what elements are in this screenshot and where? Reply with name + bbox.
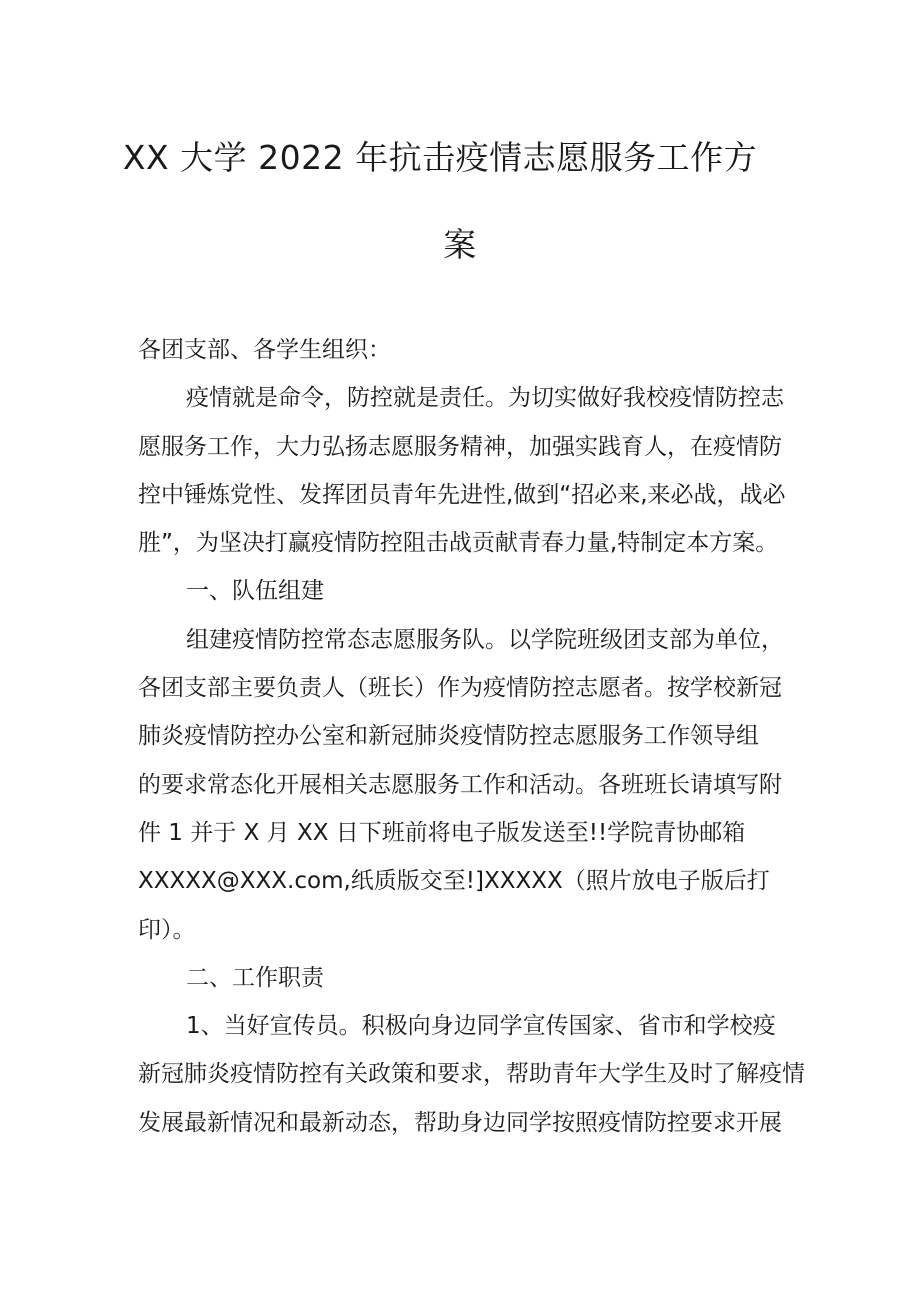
- salutation: 各团支部、各学生组织：: [138, 337, 391, 363]
- section-heading-duties: 二、工作职责: [186, 964, 324, 991]
- paragraph-duties-line: 新冠肺炎疫情防控有关政策和要求，帮助青年大学生及时了解疫情: [138, 1061, 805, 1088]
- paragraph-intro-line: 愿服务工作，大力弘扬志愿服务精神，加强实践育人，在疫情防: [138, 433, 782, 460]
- paragraph-team-line: 各团支部主要负责人（班长）作为疫情防控志愿者。按学校新冠: [138, 675, 782, 702]
- section-heading-team: 一、队伍组建: [186, 578, 324, 605]
- paragraph-team-line: 印）。: [138, 916, 196, 943]
- document-title-line-2: 案: [443, 225, 477, 264]
- paragraph-team-line: 肺炎疫情防控办公室和新冠肺炎疫情防控志愿服务工作领导组: [138, 723, 759, 750]
- document-body: [138, 326, 805, 1147]
- paragraph-intro-line: 控中锤炼党性、发挥团员青年先进性,做到“招必来,来必战，战必: [138, 481, 786, 508]
- paragraph-intro-line: 胜”，为坚决打赢疫情防控阻击战贡献青春力量,特制定本方案。: [138, 530, 779, 557]
- paragraph-duties-line: 1、当好宣传员。积极向身边同学宣传国家、省市和学校疫: [186, 1013, 776, 1040]
- paragraph-intro-line: 疫情就是命令，防控就是责任。为切实做好我校疫情防控志: [186, 385, 784, 412]
- paragraph-team-line: 的要求常态化开展相关志愿服务工作和活动。各班班长请填写附: [138, 771, 782, 798]
- document-title-line-1: XX 大学 2022 年抗击疫情志愿服务工作方: [122, 138, 758, 177]
- paragraph-duties-line: 发展最新情况和最新动态，帮助身边同学按照疫情防控要求开展: [138, 1109, 782, 1136]
- paragraph-team-line: XXXXX@XXX.com,纸质版交至!]XXXXX（照片放电子版后打: [138, 868, 770, 895]
- paragraph-team-line: 组建疫情防控常态志愿服务队。以学院班级团支部为单位，: [186, 626, 784, 653]
- paragraph-team-line: 件 1 并于 X 月 XX 日下班前将电子版发送至!!学院青协邮箱: [138, 819, 746, 846]
